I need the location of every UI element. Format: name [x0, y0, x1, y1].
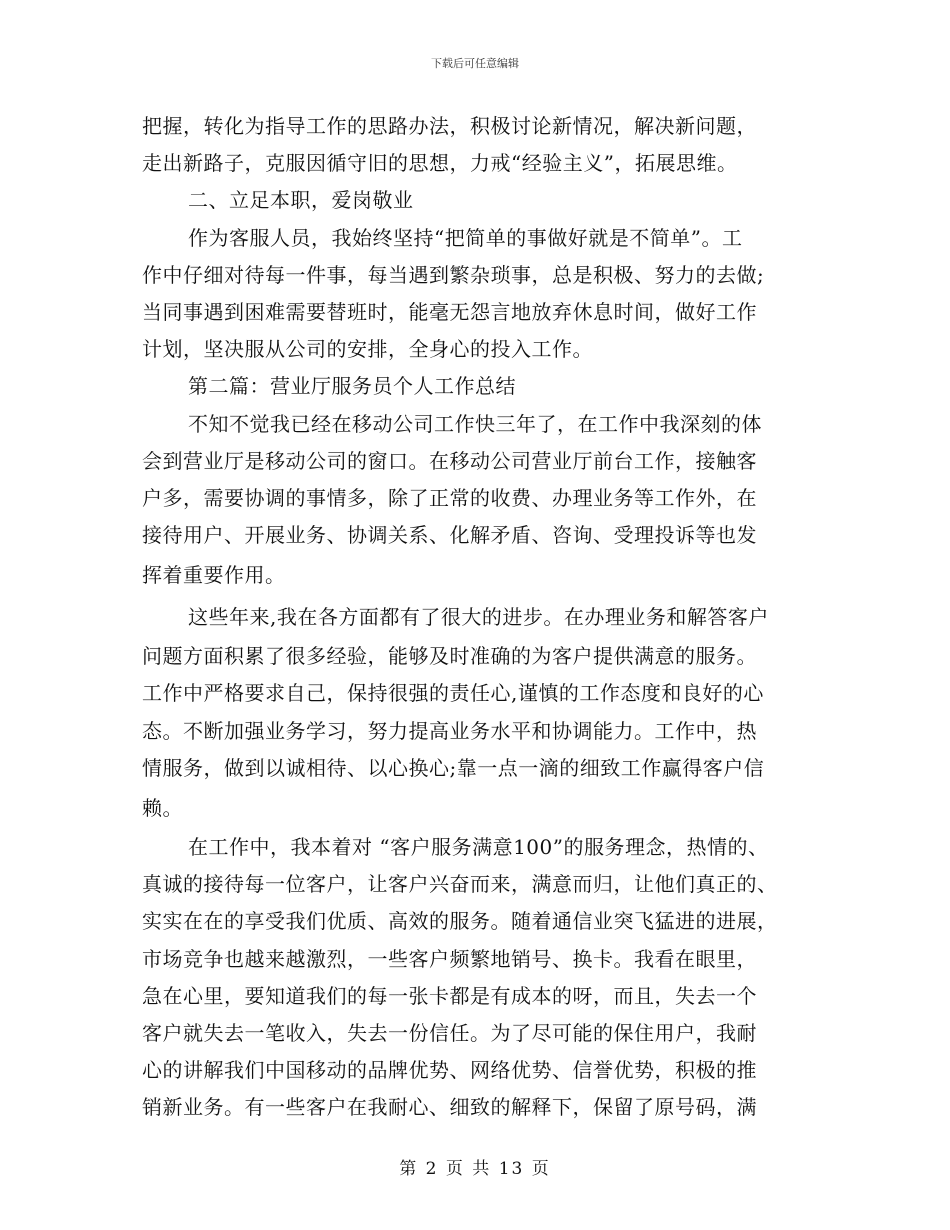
- body-line: 接待用户、开展业务、协调关系、化解矛盾、咨询、受理投诉等也发: [142, 523, 757, 548]
- body-line: 不知不觉我已经在移动公司工作快三年了，在工作中我深刻的体: [188, 411, 762, 436]
- body-line: 户多，需要协调的事情多，除了正常的收费、办理业务等工作外，在: [142, 485, 757, 510]
- body-line: 真诚的接待每一位客户，让客户兴奋而来，满意而归，让他们真正的、: [142, 872, 778, 897]
- body-line: 作中仔细对待每一件事，每当遇到繁杂琐事，总是积极、努力的去做;: [142, 262, 765, 287]
- body-line: 这些年来,我在各方面都有了很大的进步。在办理业务和解答客户: [188, 605, 769, 630]
- body-line: 计划，坚决服从公司的安排，全身心的投入工作。: [142, 337, 593, 362]
- body-line: 心的讲解我们中国移动的品牌优势、网络优势、信誉优势，积极的推: [142, 1058, 757, 1083]
- chapter-title: 第二篇：营业厅服务员个人工作总结: [188, 374, 516, 399]
- document-body: [142, 108, 812, 1127]
- section-heading: 二、立足本职，爱岗敬业: [188, 188, 414, 213]
- body-line: 态。不断加强业务学习，努力提高业务水平和协调能力。工作中，热: [142, 718, 757, 743]
- body-line: 会到营业厅是移动公司的窗口。在移动公司营业厅前台工作，接触客: [142, 448, 757, 473]
- body-line: 工作中严格要求自己，保持很强的责任心,谨慎的工作态度和良好的心: [142, 681, 764, 706]
- body-line: 销新业务。有一些客户在我耐心、细致的解释下，保留了原号码，满: [142, 1095, 757, 1120]
- body-line: 客户就失去一笔收入，失去一份信任。为了尽可能的保住用户，我耐: [142, 1020, 757, 1045]
- body-line: 赖。: [142, 796, 183, 820]
- body-line: 情服务，做到以诚相待、以心换心;靠一点一滴的细致工作赢得客户信: [142, 755, 765, 780]
- body-line: 急在心里，要知道我们的每一张卡都是有成本的呀，而且，失去一个: [142, 983, 757, 1008]
- body-line: 市场竞争也越来越激烈，一些客户频繁地销号、换卡。我看在眼里，: [142, 946, 757, 971]
- body-line: 走出新路子，克服因循守旧的思想，力戒“经验主义”，拓展思维。: [142, 151, 738, 176]
- body-line: 把握，转化为指导工作的思路办法，积极讨论新情况，解决新问题，: [142, 114, 757, 138]
- body-line: 作为客服人员，我始终坚持“把简单的事做好就是不简单”。工: [188, 225, 743, 250]
- body-line: 当同事遇到困难需要替班时，能毫无怨言地放弃休息时间，做好工作: [142, 299, 757, 324]
- page-number: 第 2 页 共 13 页: [399, 1159, 551, 1179]
- body-line: 实实在在的享受我们优质、高效的服务。随着通信业突飞猛进的进展，: [142, 909, 778, 934]
- body-line: 问题方面积累了很多经验，能够及时准确的为客户提供满意的服务。: [142, 644, 757, 669]
- body-line: 在工作中，我本着对 “客户服务满意100”的服务理念，热情的、: [188, 835, 769, 859]
- body-line: 挥着重要作用。: [142, 563, 286, 588]
- page-header: 下载后可任意编辑: [431, 57, 519, 70]
